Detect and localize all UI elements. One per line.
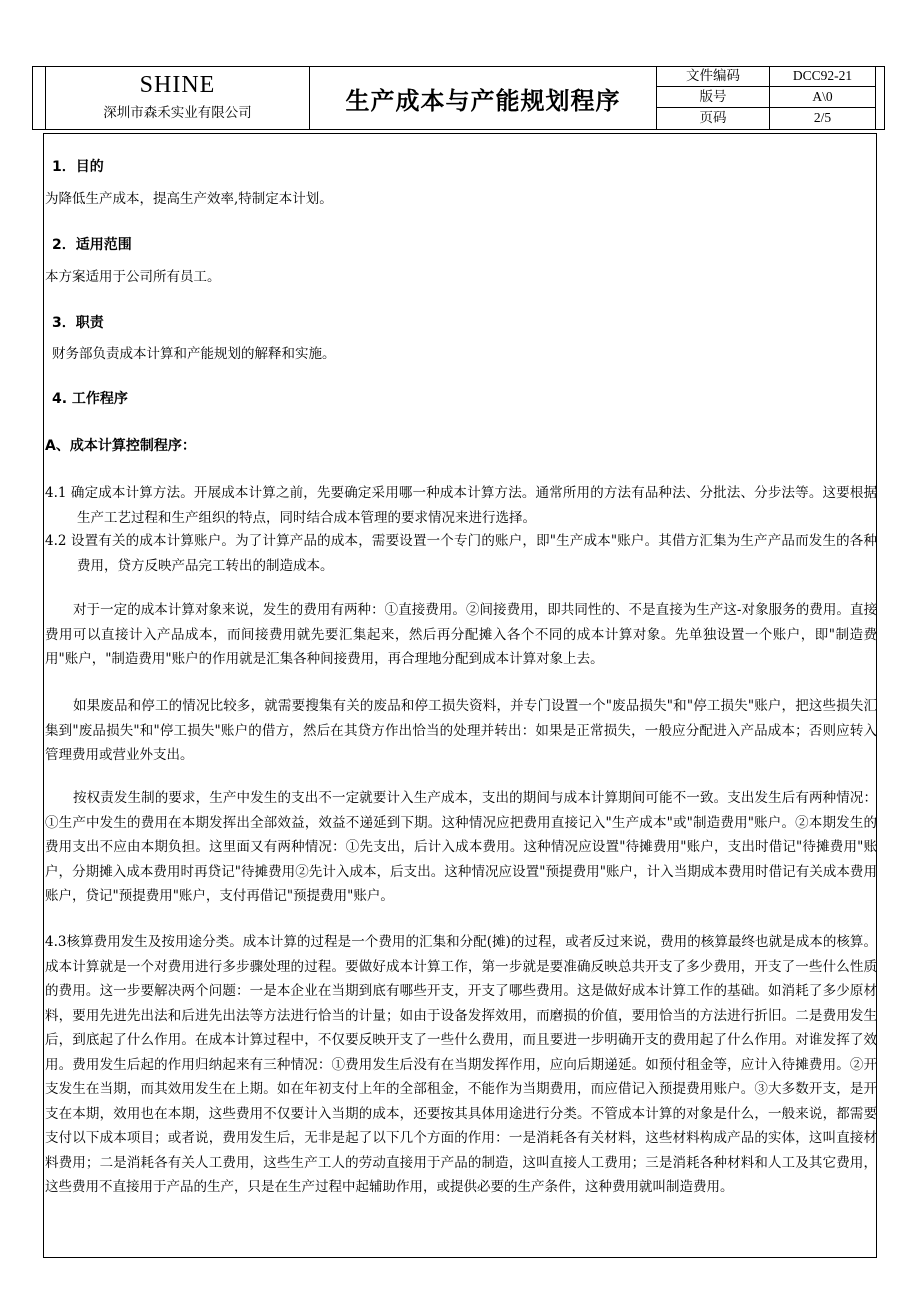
document-title: 生产成本与产能规划程序 [345, 86, 621, 115]
page-label: 页码 [657, 108, 770, 130]
purpose-heading: 1．目的 [52, 159, 104, 175]
scope-text: 本方案适用于公司所有员工。 [45, 269, 221, 285]
item-4-2: 4.2 设置有关的成本计算账户。为了计算产品的成本，需要设置一个专门的账户，即"生产成本"账户。其借方汇集为生产产品而发生的各种费用，贷方反映产品完工转出的制造成本。 [45, 533, 877, 574]
version-label: 版号 [657, 87, 770, 107]
meta-row-doc-no [657, 66, 875, 87]
meta-row-page [657, 108, 875, 130]
meta-row-version [657, 87, 875, 108]
duty-text: 财务部负责成本计算和产能规划的解释和实施。 [52, 346, 336, 362]
item-4-1: 4.1 确定成本计算方法。开展成本计算之前，先要确定采用哪一种成本计算方法。通常所用的方法有品种法、分批法、分步法等。这要根据生产工艺过程和生产组织的特点，同时结合成本管理的要求情况来进行选择。 [45, 485, 877, 526]
document-meta-table [656, 66, 876, 130]
page-value: 2/5 [813, 110, 832, 125]
doc-no-value: DCC92-21 [792, 68, 853, 83]
paragraph-scrap-loss: 如果废品和停工的情况比较多，就需要搜集有关的废品和停工损失资料，并专门设置一个"废品损失"和"停工损失"账户，把这些损失汇集到"废品损失"和"停工损失"账户的借方，然后在其贷方作出恰当的处理并转出：如果是正常损失，一般应分配进入产品成本；否则应转入管理费用或营业外支出。 [45, 698, 877, 763]
paragraph-direct-indirect-costs: 对于一定的成本计算对象来说，发生的费用有两种：①直接费用。②间接费用，即共同性的、不是直接为生产这-对象服务的费用。直接费用可以直接计入产品成本，而间接费用就先要汇集起来，然后再分配摊入各个不同的成本计算对象。先单独设置一个账户，即"制造费用"账户，"制造费用"账户的作用就是汇集各种间接费用，再合理地分配到成本计算对象上去。 [45, 602, 877, 667]
doc-no-label: 文件编码 [657, 66, 770, 86]
paragraph-4-3-cost-classification: 4.3核算费用发生及按用途分类。成本计算的过程是一个费用的汇集和分配(摊)的过程，或者反过来说，费用的核算最终也就是成本的核算。成本计算就是一个对费用进行多步骤处理的过程。要做好成本计算工作，第一步就是要准确反映总共开支了多少费用，开支了一些什么性质的费用。这一步要解决两个问题：一是本企业在当期到底有哪些开支，开支了哪些费用。这是做好成本计算工作的基础。如消耗了多少原材料，要用先进先出法和后进先出法等方法进行恰当的计量；如由于设备发挥效用，而磨损的价值，要用恰当的方法进行折旧。二是费用发生后，到底起了什么作用。在成本计算过程中，不仅要反映开支了一些什么费用，而且要进一步明确开支的费用起了什么作用。对谁发挥了效用。费用发生后起的作用归纳起来有三种情况：①费用发生后没有在当期发挥作用，应向后期递延。如预付租金等，应计入待摊费用。②开支发生在当期，而其效用发生在上期。如在年初支付上年的全部租金，不能作为当期费用，而应借记入预提费用账户。③大多数开支，是开支在本期，效用也在本期，这些费用不仅要计入当期的成本，还要按其具体用途进行分类。不管成本计算的对象是什么，一般来说，都需要支付以下成本项目；或者说，费用发生后，无非是起了以下几个方面的作用：一是消耗各有关材料，这些材料构成产品的实体，这叫直接材料费用；二是消耗各有关人工费用，这些生产工人的劳动直接用于产品的制造，这叫直接人工费用；三是消耗各种材料和人工及其它费用，这些费用不直接用于产品的生产，只是在生产过程中起辅助作用，或提供必要的生产条件，这种费用就叫制造费用。 [45, 934, 877, 1195]
sub-a-heading: A、成本计算控制程序： [45, 438, 196, 454]
procedure-heading: 4. 工作程序 [52, 391, 128, 407]
purpose-text: 为降低生产成本，提高生产效率,特制定本计划。 [45, 191, 333, 207]
brand-logo-text: SHINE [139, 72, 216, 98]
scope-heading: 2．适用范围 [52, 237, 132, 253]
company-cell [45, 66, 310, 130]
company-name: 深圳市森禾实业有限公司 [103, 105, 252, 121]
version-value: A\0 [812, 89, 833, 104]
paragraph-accrual-basis: 按权责发生制的要求，生产中发生的支出不一定就要计入生产成本，支出的期间与成本计算期间可能不一致。支出发生后有两种情况：①生产中发生的费用在本期发挥出全部效益，效益不递延到下期。这种情况应把费用直接记入"生产成本"或"制造费用"账户。②本期发生的费用支出不应由本期负担。这里面又有两种情况：①先支出，后计入成本费用。这种情况应设置"待摊费用"账户，支出时借记"待摊费用"账户，分期摊入成本费用时再贷记"待摊费用②先计入成本，后支出。这种情况应设置"预提费用"账户，计入当期成本费用时借记有关成本费用账户，贷记"预提费用"账户，支付再借记"预提费用"账户。 [45, 790, 877, 904]
duty-heading: 3．职责 [52, 315, 104, 331]
